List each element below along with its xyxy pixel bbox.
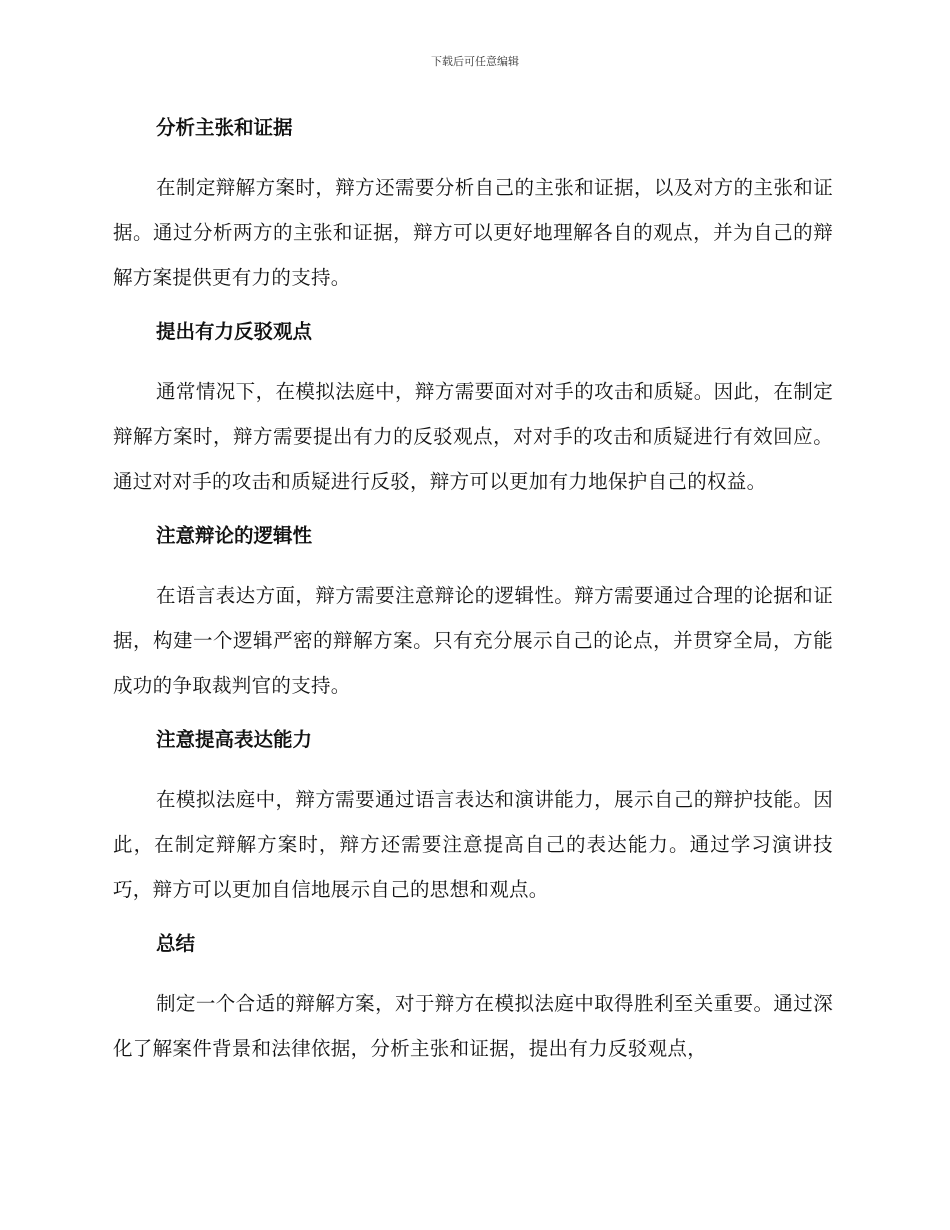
section-paragraph-rebuttal: 通常情况下，在模拟法庭中，辩方需要面对对手的攻击和质疑。因此，在制定辩解方案时，辩方需要提出有力的反驳观点，对对手的攻击和质疑进行有效回应。通过对对手的攻击和质疑进行反驳，辩方可以更加有力地保护自己的权益。 — [113, 380, 833, 493]
section-paragraph-expression: 在模拟法庭中，辩方需要通过语言表达和演讲能力，展示自己的辩护技能。因此，在制定辩解方案时，辩方还需要注意提高自己的表达能力。通过学习演讲技巧，辩方可以更加自信地展示自己的思想和观点。 — [113, 788, 833, 901]
section-heading-analyze-claims: 分析主张和证据 — [156, 116, 293, 139]
section-paragraph-summary: 制定一个合适的辩解方案，对于辩方在模拟法庭中取得胜利至关重要。通过深化了解案件背景和法律依据，分析主张和证据，提出有力反驳观点， — [113, 992, 833, 1060]
section-paragraph-logic: 在语言表达方面，辩方需要注意辩论的逻辑性。辩方需要通过合理的论据和证据，构建一个逻辑严密的辩解方案。只有充分展示自己的论点，并贯穿全局，方能成功的争取裁判官的支持。 — [113, 584, 833, 697]
section-heading-summary: 总结 — [156, 932, 196, 955]
section-heading-logic: 注意辩论的逻辑性 — [156, 524, 313, 547]
document-body — [113, 108, 833, 1083]
section-heading-rebuttal: 提出有力反驳观点 — [156, 320, 313, 343]
section-heading-expression: 注意提高表达能力 — [156, 728, 313, 751]
page-header-note: 下载后可任意编辑 — [431, 55, 519, 68]
section-paragraph-analyze-claims: 在制定辩解方案时，辩方还需要分析自己的主张和证据，以及对方的主张和证据。通过分析两方的主张和证据，辩方可以更好地理解各自的观点，并为自己的辩解方案提供更有力的支持。 — [113, 176, 833, 289]
